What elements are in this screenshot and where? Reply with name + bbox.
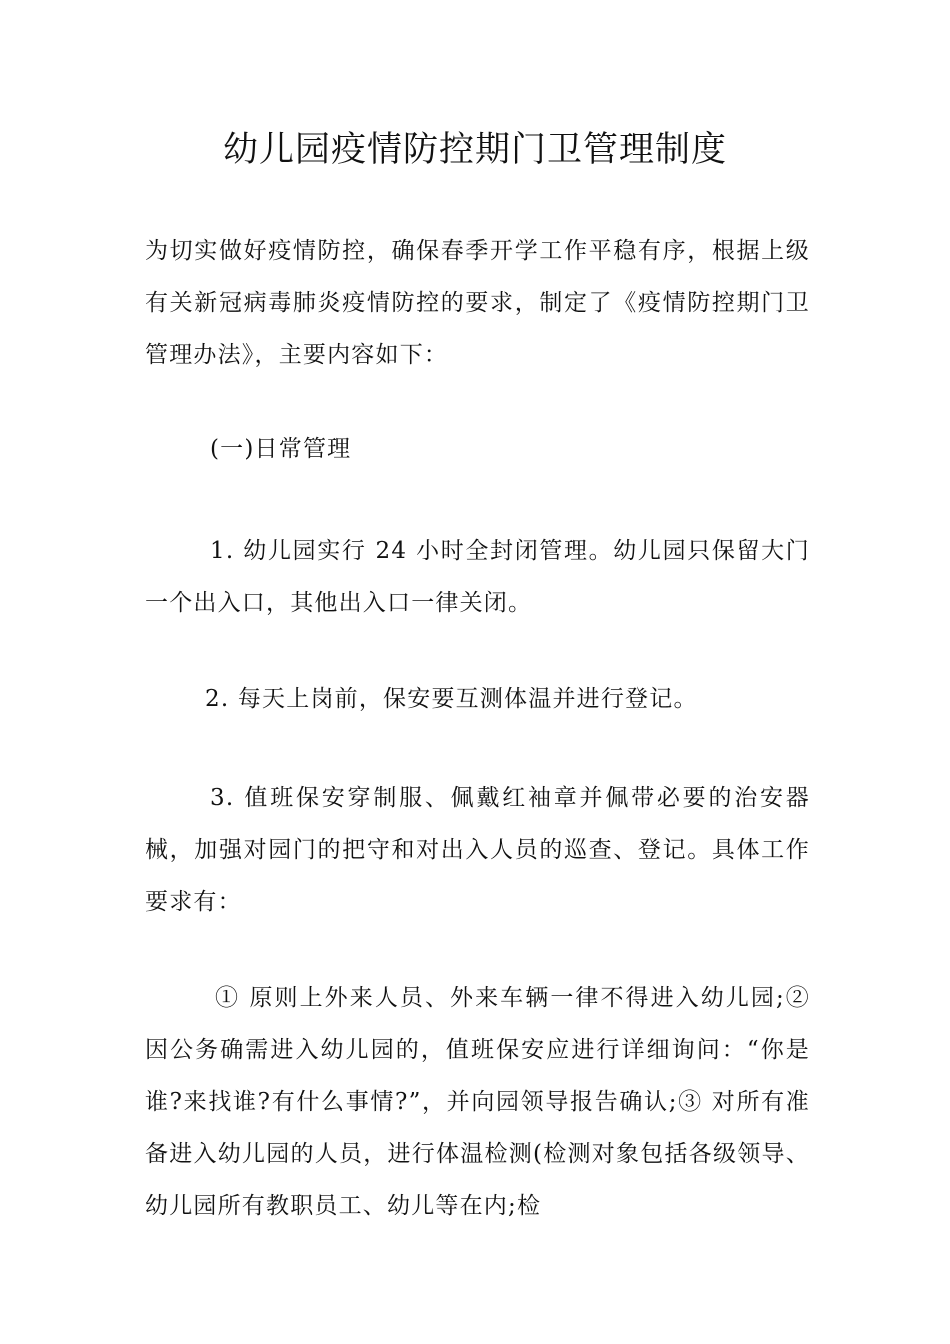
- document-title: 幼儿园疫情防控期门卫管理制度: [222, 130, 727, 170]
- paragraph-item-3: 3. 值班保安穿制服、佩戴红袖章并佩带必要的治安器械，加强对园门的把守和对出入人员的巡查、登记。具体工作要求有：: [145, 785, 810, 915]
- paragraph-item-rules: ① 原则上外来人员、外来车辆一律不得进入幼儿园;② 因公务确需进入幼儿园的，值班保安应进行详细询问：“你是谁?来找谁?有什么事情?”，并向园领导报告确认;③ 对所有准备进入幼儿园的人员，进行体温检测(检测对象包括各级领导、幼儿园所有教职员工、幼儿等在内;检: [145, 985, 810, 1219]
- intro-paragraph: 为切实做好疫情防控，确保春季开学工作平稳有序，根据上级有关新冠病毒肺炎疫情防控的要求，制定了《疫情防控期门卫管理办法》，主要内容如下：: [145, 238, 810, 368]
- paragraph-item-1: 1. 幼儿园实行 24 小时全封闭管理。幼儿园只保留大门一个出入口，其他出入口一律关闭。: [145, 538, 810, 616]
- section-heading: (一)日常管理: [210, 436, 352, 462]
- paragraph-item-2: 2. 每天上岗前，保安要互测体温并进行登记。: [205, 686, 698, 712]
